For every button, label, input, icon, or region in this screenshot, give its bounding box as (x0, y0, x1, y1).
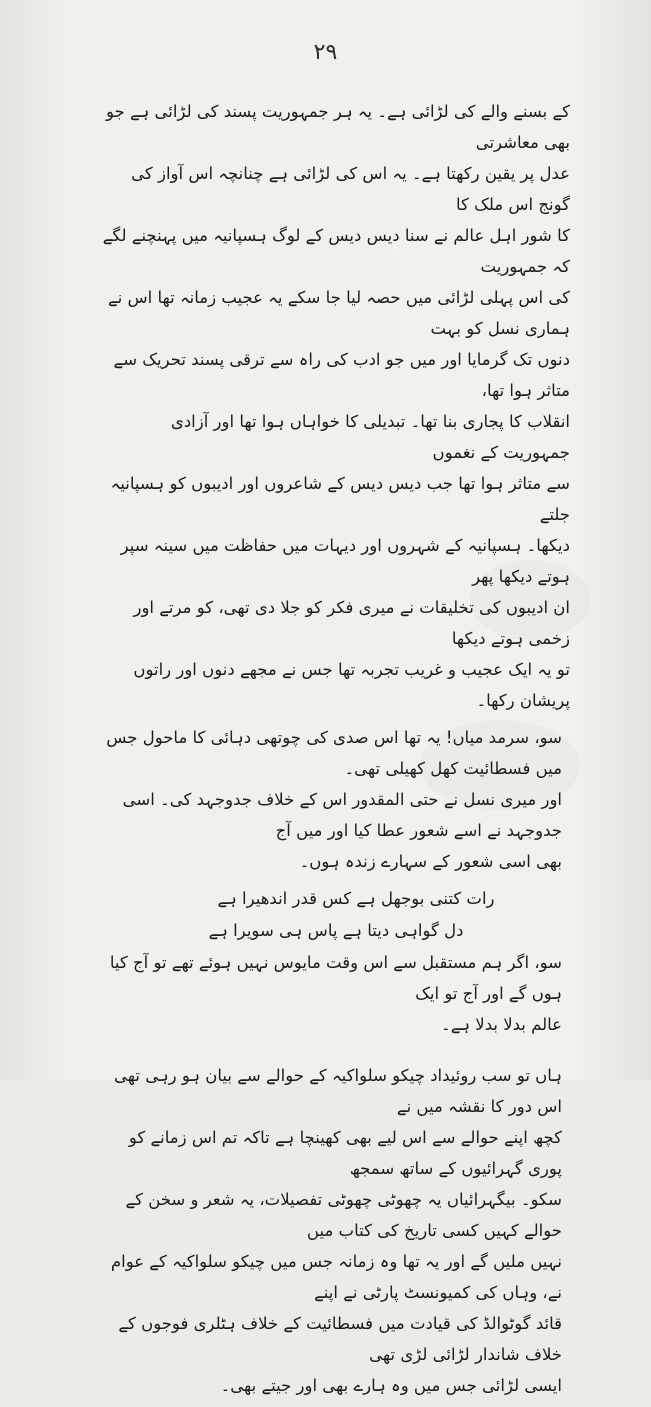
verse-line-2: دل گواہی دیتا ہے پاس ہی سویرا ہے (208, 921, 464, 940)
page-body-text (102, 96, 570, 1407)
verse-block (102, 883, 570, 947)
paragraph-4: ہاں تو سب روئیداد چیکو سلواکیہ کے حوالے سے بیان ہو رہی تھی اس دور کا نقشہ میں نے کچھ اپنے حوالے سے اس لیے بھی کھینچا ہے تاکہ تم اس زمانے کو پوری گہرائیوں کے ساتھ سمجھ سکو۔ بیگہرائیاں یہ چھوٹی چھوٹی تفصیلات، یہ شعر و سخن کے حوالے کہیں کسی تاریخ کی کتاب میں نہیں ملیں گے اور یہ تھا وہ زمانہ جس میں چیکو سلواکیہ کے عوام نے، وہاں کی کمیونسٹ پارٹی نے اپنے قائد گوٹوالڈ کی قیادت میں فسطائیت کے خلاف ہٹلری فوجوں کے خلاف شاندار لڑائی لڑی تھی ایسی لڑائی جس میں وہ ہارے بھی اور جیتے بھی۔ (110, 1066, 562, 1395)
verse-line-1: رات کتنی بوجھل ہے کس قدر اندھیرا ہے (217, 889, 495, 908)
paragraph-3: سو، اگر ہم مستقبل سے اس وقت مایوس نہیں ہوئے تھے تو آج کیا ہوں گے اور آج تو ایک عالم بدلا بدلا ہے۔ (109, 953, 562, 1034)
page-number: ۲۹ (313, 40, 338, 65)
paragraph-2: سو، سرمد میاں! یہ تھا اس صدی کی چوتھی دہائی کا ماحول جس میں فسطائیت کھل کھیلی تھی۔ اور میری نسل نے حتی المقدور اس کے خلاف جدوجہد کی۔ اسی جدوجہد نے اسے شعور عطا کیا اور میں آج بھی اسی شعور کے سہارے زندہ ہوں۔ (106, 728, 562, 871)
paragraph-gap (102, 1046, 570, 1060)
paragraph-1: کے بسنے والے کی لڑائی ہے۔ یہ ہر جمہوریت پسند کی لڑائی ہے جو بھی معاشرتی عدل پر یقین رکھتا ہے۔ یہ اس کی لڑائی ہے چنانچہ اس آواز کی گونج اس ملک کا کا شور اہل عالم نے سنا دیس دیس کے لوگ ہسپانیہ میں پہنچنے لگے کہ جمہوریت کی اس پہلی لڑائی میں حصہ لیا جا سکے یہ عجیب زمانہ تھا اس نے ہماری نسل کو بہت دنوں تک گرمایا اور میں جو ادب کی راہ سے ترقی پسند تحریک سے متاثر ہوا تھا، انقلاب کا پجاری بنا تھا۔ تبدیلی کا خواہاں ہوا تھا اور آزادی جمہوریت کے نغموں سے متاثر ہوا تھا جب دیس دیس کے شاعروں اور ادیبوں کو ہسپانیہ جلتے دیکھا۔ ہسپانیہ کے شہروں اور دیہات میں حفاظت میں سینہ سپر ہوتے دیکھا پھر ان ادیبوں کی تخلیقات نے میری فکر کو جلا دی تھی، کو مرتے اور زخمی ہوتے دیکھا تو یہ ایک عجیب و غریب تجربہ تھا جس نے مجھے دنوں اور راتوں پریشان رکھا۔ (102, 102, 570, 710)
